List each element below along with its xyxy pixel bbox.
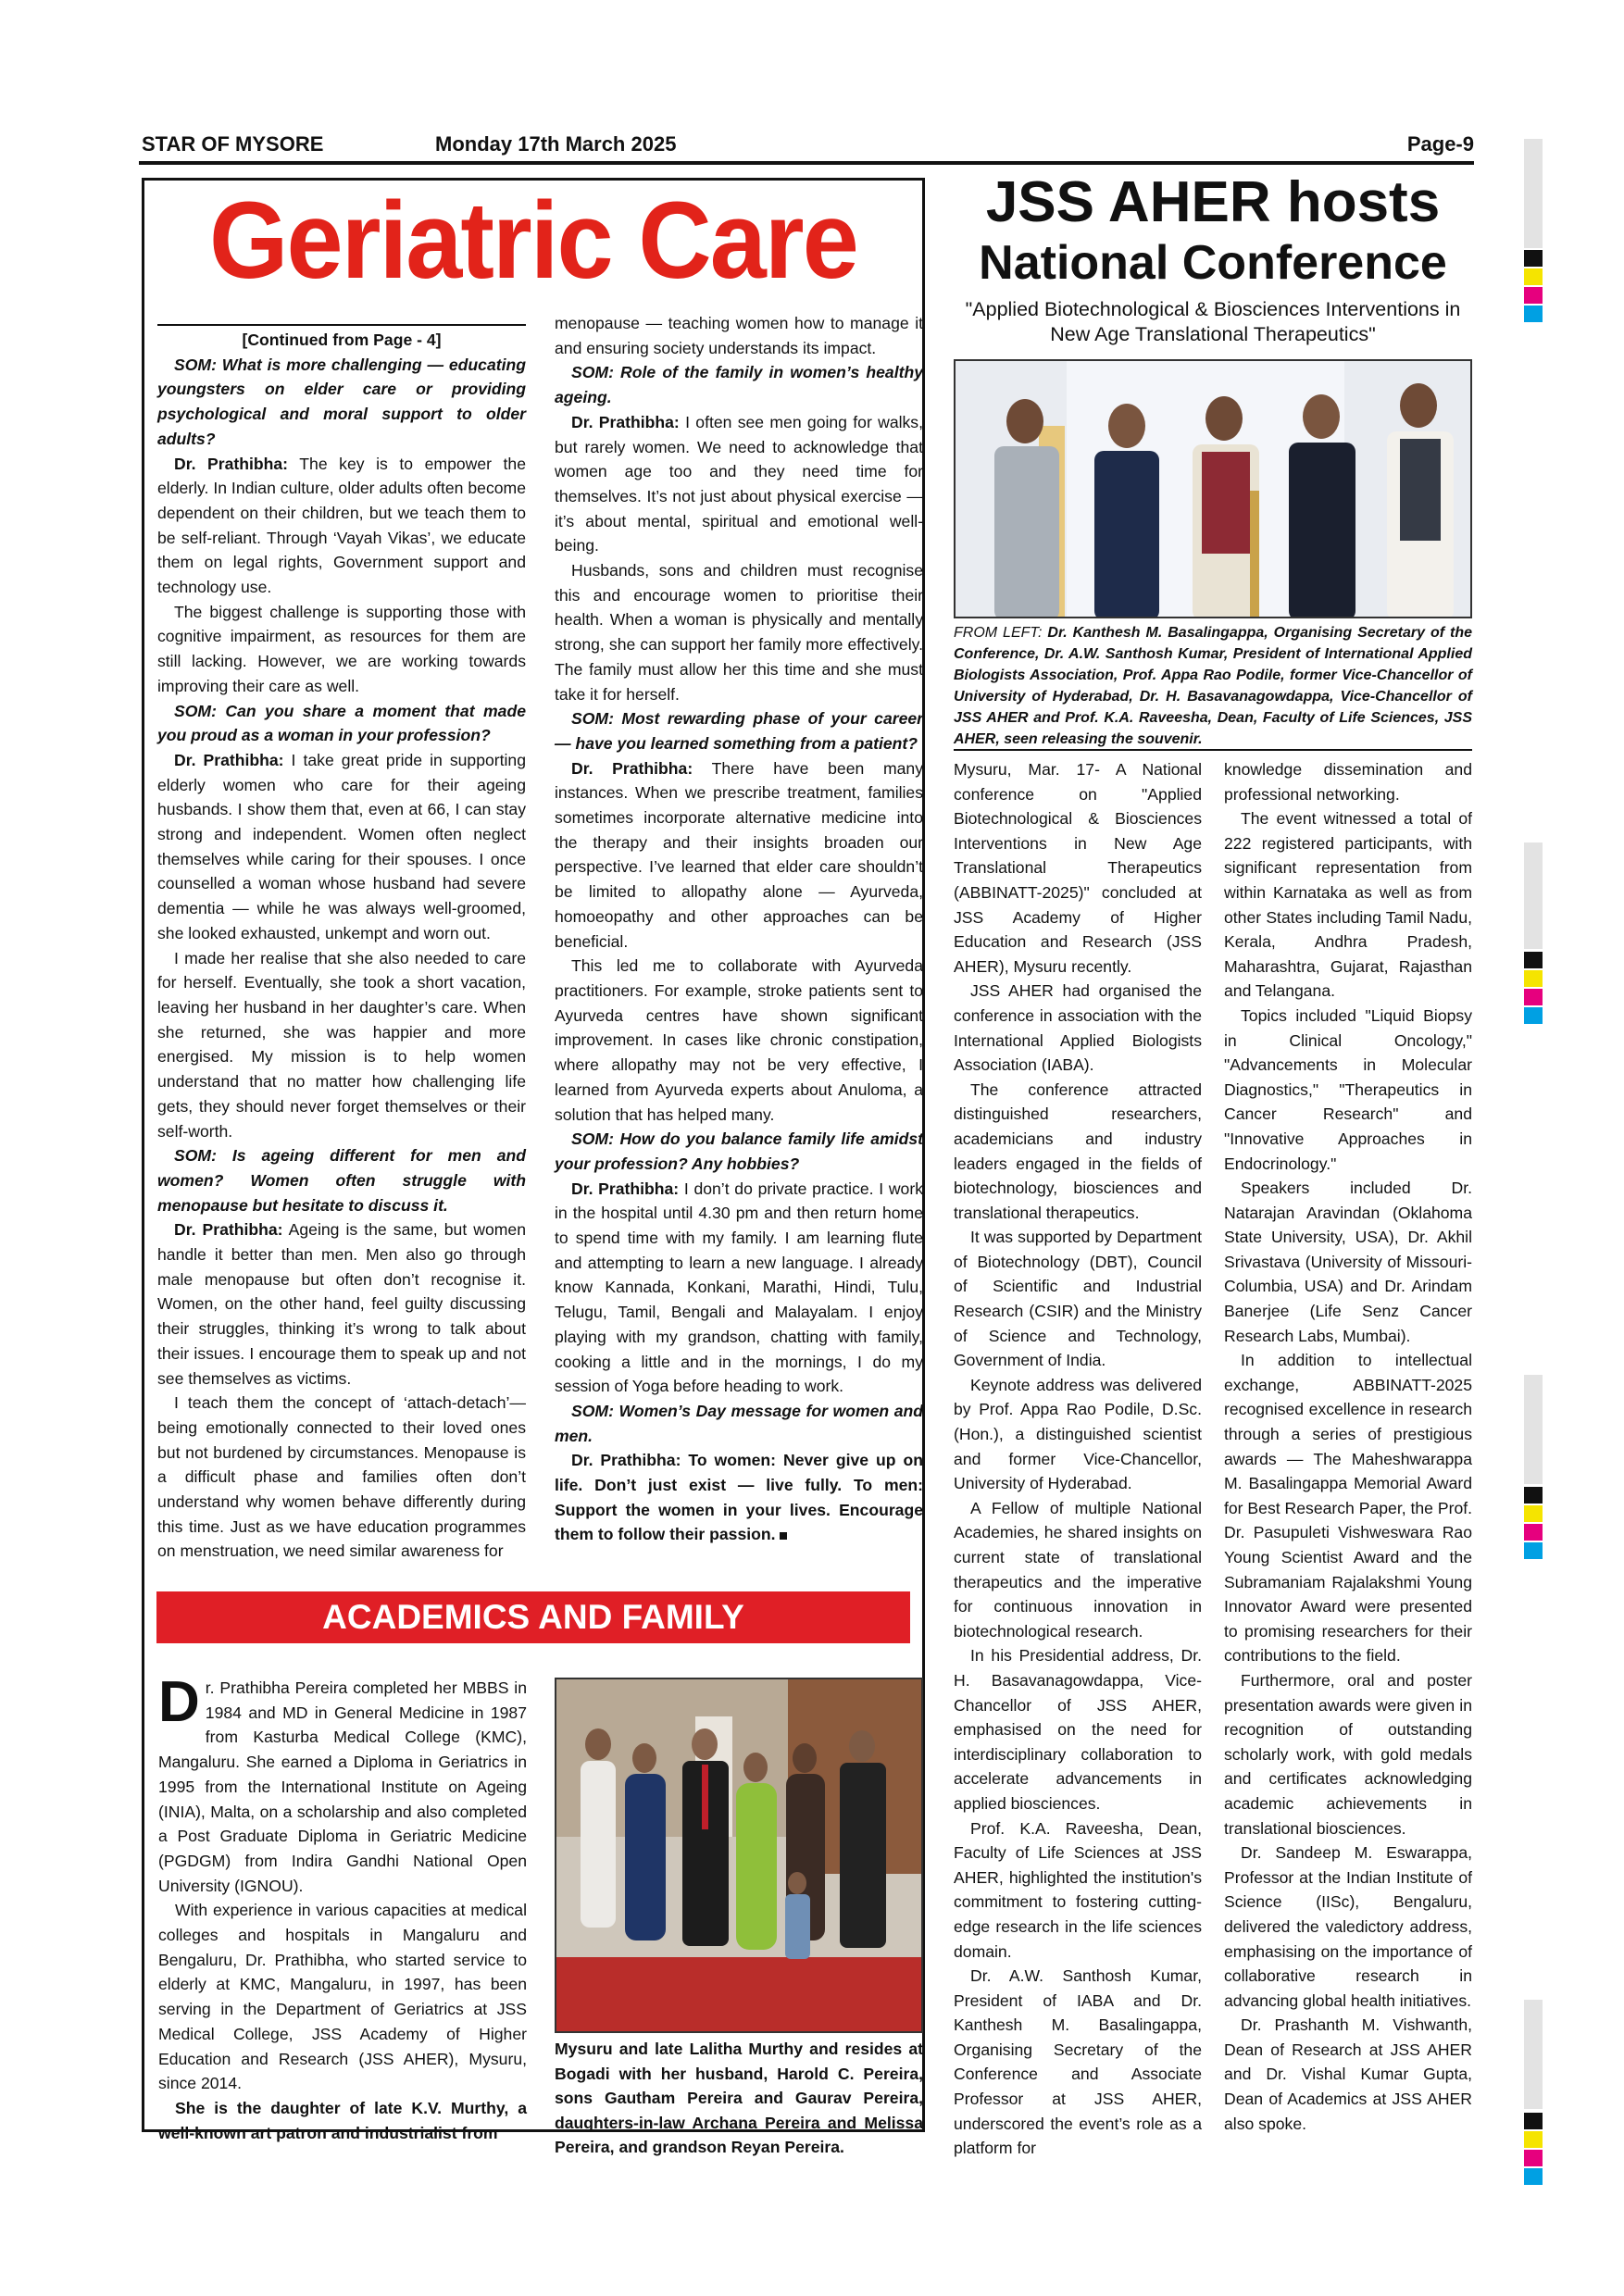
paragraph: In addition to intellectual exchange, ABBINATT-2025 recognised excellence in research through a series of prestigious awards — The Maheshwarappa M. Basalingappa Memorial Award for Best Research Paper, the Prof. Dr. Pasupuleti Vishweswara Rao Young Scientist Award and the Subramaniam Rajalakshmi Young Innovator Award were presented to promising researchers for their contributions to the field. — [1224, 1351, 1472, 1666]
caption-text: Dr. Kanthesh M. Basalingappa, Organising Secretary of the Conference, Dr. A.W. Santhosh Kumar, President of International Applied Biologists Association, Prof. Appa Rao Podile, former Vice-Chancellor of University of Hyderabad, Dr. H. Basavanagowdappa, Vice-Chancellor of JSS AHER and Prof. K.A. Raveesha, Dean, Faculty of Life Sciences, JSS AHER, seen releasing the souvenir. — [954, 625, 1473, 747]
caption-lead: FROM LEFT: — [954, 625, 1043, 641]
geriatric-column-2 — [555, 311, 923, 1547]
paragraph: Topics included "Liquid Biopsy in Clinical Oncology," "Advancements in Molecular Diagnostics," "Therapeutics in Cancer Research" and "Innovative Approaches in Endocrinology." — [1224, 1005, 1472, 1173]
paragraph: Speakers included Dr. Natarajan Aravindan (Oklahoma State University, USA), Dr. Akhil Srivastava (University of Missouri-Columbia, USA) and Dr. Arindam Banerjee (Life Senz Cancer Research Labs, Mumbai). — [1224, 1179, 1472, 1345]
speaker-name: Dr. Prathibha: — [571, 1179, 680, 1198]
answer — [555, 410, 923, 558]
academics-para-3: She is the daughter of late K.V. Murthy, a well-known art patron and industrialist from — [158, 2098, 527, 2142]
speaker-name: Dr. Prathibha: — [174, 750, 284, 769]
academics-para-1: r. Prathibha Pereira completed her MBBS in 1984 and MD in General Medicine in 1987 from Kasturba Medical College (KMC), Mangaluru. She earned a Diploma in Geriatrics in 1995 from the International Institute on Ageing (INIA), Malta, on a scholarship and also completed a Post Graduate Diploma in Geriatric Medicine (PGDGM) from Indira Gandhi National Open University (IGNOU). — [158, 1678, 527, 1895]
paragraph: Prof. K.A. Raveesha, Dean, Faculty of Life Sciences at JSS AHER, highlighted the institution's commitment to fostering cutting-edge research in the life sciences domain. — [954, 1818, 1202, 1961]
question: SOM: What is more challenging — educating youngsters on elder care or providing psychological and moral support to older adults? — [157, 355, 526, 448]
paragraph: In his Presidential address, Dr. H. Basavanagowdappa, Vice-Chancellor of JSS AHER, emphasised on the need for interdisciplinary collaboration to accelerate advancements in applied biosciences. — [954, 1646, 1202, 1813]
conference-column-2 — [1224, 757, 1472, 2136]
speaker-name: Dr. Prathibha: — [571, 412, 680, 431]
answer-text: I take great pride in supporting elderly women who care for their ageing husbands. I show them that, even at 66, I can stay strong and independent. Women often neglect themselves while caring for their spouses. I once counselled a woman whose husband had severe dementia — while he was always well-groomed, she looked exhausted, unkempt and worn out. — [157, 750, 526, 942]
academics-banner: ACADEMICS AND FAMILY — [156, 1591, 910, 1643]
paragraph: This led me to collaborate with Ayurveda practitioners. For example, stroke patients sent to Ayurveda centres have shown significant improvement. In cases like chronic constipation, where allopathy may not be very effective, I learned from Ayurveda experts about Anuloma, a solution that has helped many. — [555, 956, 923, 1124]
conference-photo-caption — [954, 622, 1472, 750]
question: SOM: Is ageing different for men and women? Women often struggle with menopause but hesitate to discuss it. — [157, 1146, 526, 1215]
geriatric-column-1 — [157, 324, 526, 1564]
paragraph: Mysuru, Mar. 17- A National conference on "Applied Biotechnological & Biosciences Interventions in New Age Translational Therapeutics (ABBINATT-2025)" concluded at JSS Academy of Higher Education and Research (JSS AHER), Mysuru recently. — [954, 760, 1202, 976]
answer-text: Ageing is the same, but women handle it better than men. Men also go through male menopause but often don’t recognise it. Women, on the other hand, feel guilty discussing their struggles, thinking it’s wrong to talk about their issues. I encourage them to speak up and not see themselves as victims. — [157, 1220, 527, 1388]
question: SOM: How do you balance family life amidst your profession? Any hobbies? — [555, 1129, 923, 1173]
family-photo-caption: Mysuru and late Lalitha Murthy and resides at Bogadi with her husband, Harold C. Pereira, sons Gautham Pereira and Gaurav Pereira, daughters-in-law Archana Pereira and Melissa Pereira, and grandson Reyan Pereira. — [555, 2040, 923, 2156]
answer-text: The key is to empower the elderly. In Indian culture, older adults often become dependent on their children, but we teach them to be self-reliant. Through ‘Vayah Vikas’, we educate them on legal rights, Government support and technology use. — [157, 454, 527, 597]
speaker-name: Dr. Prathibha: — [174, 454, 289, 473]
end-mark — [780, 1532, 787, 1540]
paragraph: Dr. A.W. Santhosh Kumar, President of IABA and Dr. Kanthesh M. Basalingappa, Organising Secretary of the Conference and Associate Professor at JSS AHER, underscored the event’s role as a platform for — [954, 1966, 1202, 2158]
caption-rule — [954, 749, 1472, 751]
question: SOM: Women’s Day message for women and men. — [555, 1401, 923, 1445]
paragraph: The conference attracted distinguished researchers, academicians and industry leaders engaged in the fields of biotechnology, biosciences and translational therapeutics. — [954, 1079, 1202, 1222]
answer — [555, 756, 923, 955]
family-photo — [555, 1678, 923, 2033]
page-number: Page-9 — [1406, 132, 1474, 156]
answer-text: To women: Never give up on life. Don’t just exist — live fully. To men: Support the women in your lives. Encourage them to follow their passion. — [555, 1451, 923, 1544]
paragraph: JSS AHER had organised the conference in association with the International Applied Biologists Association (IABA). — [954, 981, 1202, 1075]
answer-text: I often see men going for walks, but rarely women. We need to acknowledge that women age too and they need time for themselves. It’s not just about physical exercise — it’s about mental, spiritual and emotional well-being. — [555, 412, 923, 555]
paragraph: I teach them the concept of ‘attach-detach’—being emotionally connected to their loved ones but not burdened by circumstances. Menopause is a difficult phase and families often don’t understand why women behave differently during this time. Just as we have education programmes on menstruation, we need similar awareness for — [157, 1393, 526, 1561]
academics-para-2: With experience in various capacities at medical colleges and hospitals in Mangaluru and Bengaluru, Dr. Prathibha, who started service to elderly at KMC, Mangaluru, in 1997, has been serving in the Department of Geriatrics at JSS Medical College, JSS Academy of Higher Education and Research (JSS AHER), Mysuru, since 2014. — [158, 1901, 527, 2093]
paragraph: menopause — teaching women how to manage it and ensuring society understands its impact. — [555, 314, 923, 357]
paper-name: STAR OF MYSORE — [142, 132, 324, 156]
answer — [555, 1177, 923, 1399]
speaker-name: Dr. Prathibha: — [571, 758, 693, 778]
continued-note: [Continued from Page - 4] — [157, 324, 526, 353]
geriatric-headline: Geriatric Care — [209, 180, 857, 302]
answer-text: There have been many instances. When we prescribe treatment, families sometimes incorporate alternative medicine into the therapy and their insights broaden our perspective. I’ve learned that elder care shouldn’t be limited to allopathy alone — Ayurveda, homoeopathy and other approaches can be beneficial. — [555, 758, 923, 951]
paragraph: Dr. Sandeep M. Eswarappa, Professor at the Indian Institute of Science (IISc), Bengaluru, delivered the valedictory address, emphasising on the importance of collaborative research in advancing global health initiatives. — [1224, 1843, 1472, 2010]
issue-date: Monday 17th March 2025 — [435, 132, 677, 156]
family-photo-image — [556, 1679, 923, 2033]
paragraph: Furthermore, oral and poster presentation awards were given in recognition of outstanding scholarly work, with gold medals and certificates acknowledging academic achievements in translational biosciences. — [1224, 1670, 1472, 1838]
conference-column-1 — [954, 757, 1202, 2161]
answer — [157, 452, 526, 600]
paragraph: Husbands, sons and children must recognise this and encourage women to prioritise their health. When a woman is physically and mentally strong, she can support her family more effectively. The family must allow her this time and she must take it for herself. — [555, 561, 923, 704]
paragraph: It was supported by Department of Biotechnology (DBT), Council of Scientific and Industrial Research (CSIR) and the Ministry of Science and Technology, Government of India. — [954, 1228, 1202, 1370]
speaker-name: Dr. Prathibha: — [174, 1220, 283, 1240]
paragraph: Keynote address was delivered by Prof. Appa Rao Podile, D.Sc. (Hon.), a distinguished scientist and former Vice-Chancellor, University of Hyderabad. — [954, 1375, 1202, 1493]
conference-subhead: "Applied Biotechnological & Biosciences Interventions in New Age Translational Therapeutics" — [965, 298, 1461, 345]
question: SOM: Most rewarding phase of your career — have you learned something from a patient? — [555, 709, 923, 753]
paragraph: I made her realise that she also needed to care for herself. Eventually, she took a short vacation, leaving her husband in her daughter’s care. When she returned, she was happier and more energised. My mission is to help women understand that no matter how challenging life gets, they should never forget themselves or their self-worth. — [157, 948, 526, 1141]
paragraph: Dr. Prashanth M. Vishwanth, Dean of Research at JSS AHER and Dr. Vishal Kumar Gupta, Dean of Academics at JSS AHER also spoke. — [1224, 2015, 1472, 2133]
paragraph: A Fellow of multiple National Academies, he shared insights on current state of translational therapeutics and the imperative for continuous innovation in biotechnological research. — [954, 1498, 1202, 1641]
answer — [555, 1448, 923, 1547]
paragraph: knowledge dissemination and professional networking. — [1224, 760, 1472, 804]
drop-cap: D — [158, 1670, 200, 1734]
question: SOM: Can you share a moment that made you proud as a woman in your profession? — [157, 701, 526, 745]
answer — [157, 1217, 526, 1391]
question: SOM: Role of the family in women’s healthy ageing. — [555, 363, 923, 407]
conference-headline-2: National Conference — [979, 236, 1447, 290]
answer-text: I don’t do private practice. I work in the hospital until 4.30 pm and then return home to spend time with my family. I am learning flute and attempting to learn a new language. I already know Kannada, Konkani, Marathi, Hindi, Tulu, Telugu, Tamil, Bengali and Malayalam. I enjoy playing with my grandson, chatting with family, cooking a little and in the mornings, I do my session of Yoga before heading to work. — [555, 1179, 923, 1396]
conference-photo — [954, 359, 1472, 618]
paragraph: The event witnessed a total of 222 registered participants, with significant representation from within Karnataka as well as from other States including Tamil Nadu, Kerala, Andhra Pradesh, Maharashtra, Gujarat, Rajasthan and Telangana. — [1224, 809, 1472, 1001]
answer — [157, 748, 526, 946]
speaker-name: Dr. Prathibha: — [571, 1451, 681, 1470]
conference-headline-1: JSS AHER hosts — [985, 170, 1441, 234]
masthead-rule — [139, 161, 1474, 165]
academics-text — [158, 1670, 527, 2145]
paragraph: The biggest challenge is supporting those with cognitive impairment, as resources for them are still lacking. However, we are working towards improving their care as well. — [157, 602, 526, 695]
conference-photo-image — [956, 361, 1472, 618]
